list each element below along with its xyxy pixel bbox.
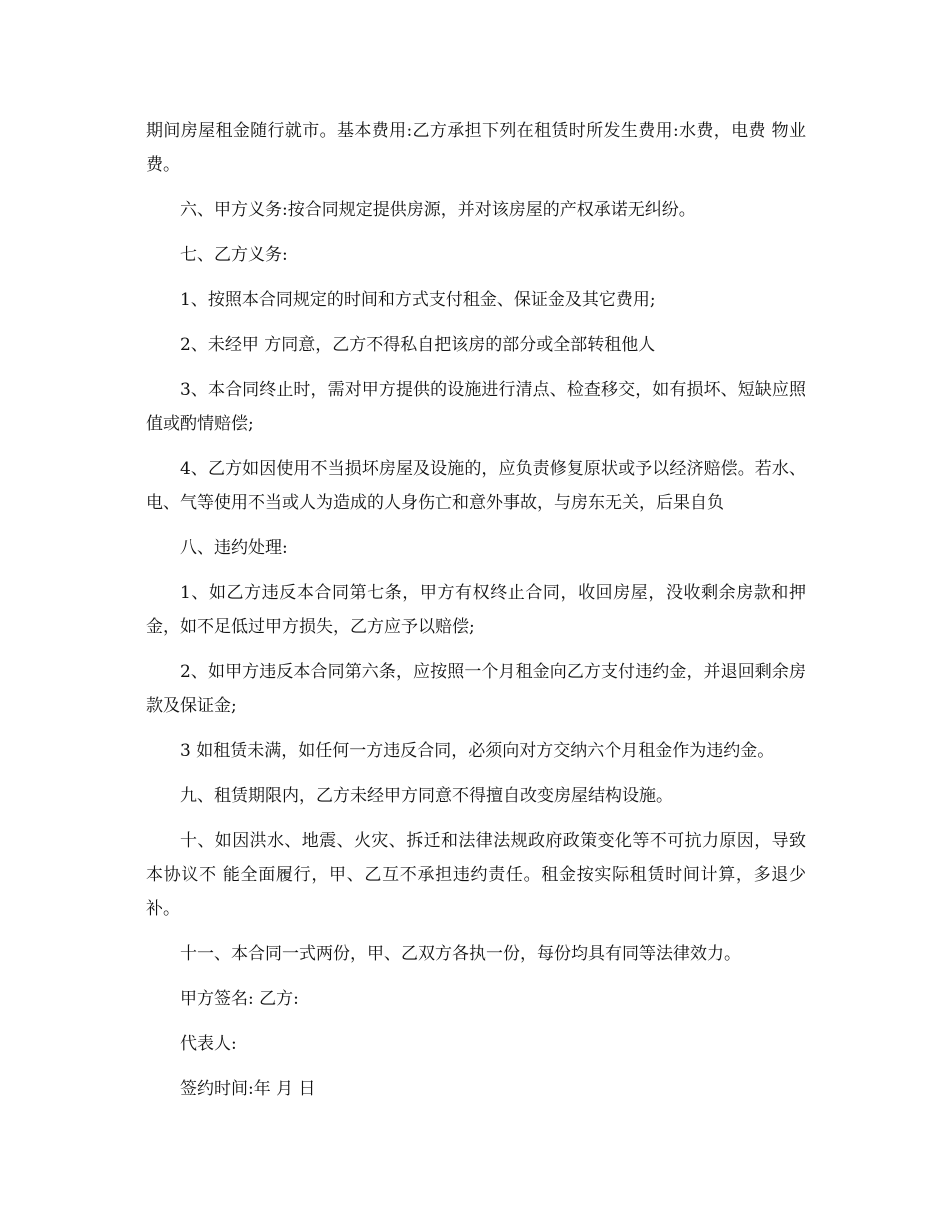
paragraph-party-b-duty-4: 4、乙方如因使用不当损坏房屋及设施的，应负责修复原状或予以经济赔偿。若水、电、气等使用不当或人为造成的人身伤亡和意外事故，与房东无关，后果自负	[146, 459, 806, 513]
paragraph-breach-2: 2、如甲方违反本合同第六条，应按照一个月租金向乙方支付违约金，并退回剩余房款及保证金;	[146, 662, 806, 716]
paragraph-force-majeure: 十、如因洪水、地震、火灾、拆迁和法律法规政府政策变化等不可抗力原因，导致本协议不 能全面履行，甲、乙互不承担违约责任。租金按实际租赁时间计算，多退少补。	[146, 831, 806, 919]
signature-line: 甲方签名: 乙方:	[180, 989, 299, 1009]
paragraph-copies: 十一、本合同一式两份，甲、乙双方各执一份，每份均具有同等法律效力。	[180, 944, 741, 964]
paragraph-party-b-duty-2: 2、未经甲 方同意，乙方不得私自把该房的部分或全部转租他人	[180, 335, 656, 355]
paragraph-structure-changes: 九、租赁期限内，乙方未经甲方同意不得擅自改变房屋结构设施。	[180, 786, 673, 806]
paragraph-party-b-duties-heading: 七、乙方义务:	[180, 245, 288, 265]
paragraph-party-a-duties: 六、甲方义务:按合同规定提供房源，并对该房屋的产权承诺无纠纷。	[180, 200, 696, 220]
contract-body	[146, 114, 806, 1117]
paragraph-breach-heading: 八、违约处理:	[180, 538, 288, 558]
paragraph-breach-3: 3 如租赁未满，如任何一方违反合同，必须向对方交纳六个月租金作为违约金。	[180, 741, 775, 761]
representative-line: 代表人:	[180, 1034, 237, 1054]
paragraph-rent-fees: 期间房屋租金随行就市。基本费用:乙方承担下列在租赁时所发生费用:水费，电费 物业费。	[146, 121, 806, 175]
signing-date-line: 签约时间:年 月 日	[180, 1079, 316, 1099]
paragraph-breach-1: 1、如乙方违反本合同第七条，甲方有权终止合同，收回房屋，没收剩余房款和押金，如不足低过甲方损失，乙方应予以赔偿;	[146, 583, 806, 637]
paragraph-party-b-duty-3: 3、本合同终止时，需对甲方提供的设施进行清点、检查移交，如有损坏、短缺应照值或酌情赔偿;	[146, 380, 806, 434]
paragraph-party-b-duty-1: 1、按照本合同规定的时间和方式支付租金、保证金及其它费用;	[180, 290, 656, 310]
